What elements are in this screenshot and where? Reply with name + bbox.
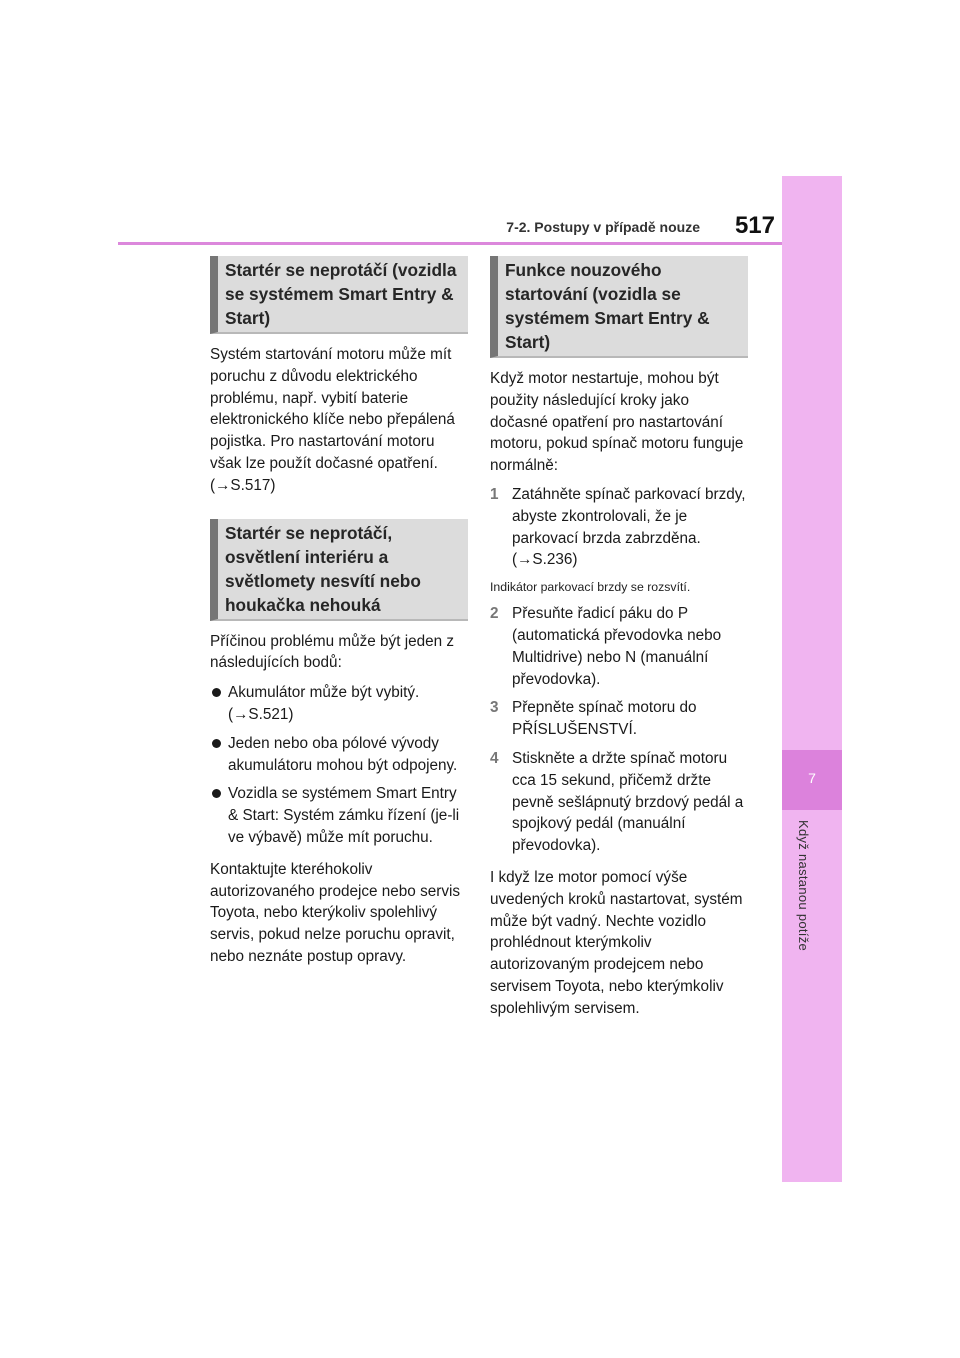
section-body: Systém startování motoru může mít poruchu z důvodu elektrického problému, např. vybití baterie elektronického klíče nebo přepálená pojistka. Pro nastartování motoru však lze použít dočasné opatření. (→S.517) bbox=[210, 346, 455, 494]
step-list bbox=[490, 603, 748, 857]
step-number: 2 bbox=[490, 605, 499, 623]
right-column bbox=[490, 256, 748, 1020]
list-item: Vozidla se systémem Smart Entry & Start: Systém zámku řízení (je-li ve výbavě) může mít poruchu. bbox=[210, 783, 468, 848]
header-divider bbox=[118, 242, 782, 245]
section-outro: Kontaktujte kteréhokoliv autorizovaného prodejce nebo servis Toyota, nebo kterýkoliv spolehlivý servis, pokud nelze poruchu opravit, nebo neznáte postup opravy. bbox=[210, 860, 461, 965]
step-item: 4 Stiskněte a držte spínač motoru cca 15 sekund, přičemž držte pevně sešlápnutý brzdový pedál a spojkový pedál (manuální převodovka). bbox=[490, 749, 744, 855]
bullet-icon bbox=[212, 739, 221, 748]
section-intro: Když motor nestartuje, mohou být použity následující kroky jako dočasné opatření pro nastartování motoru, pokud spínač motoru funguje normálně: bbox=[490, 370, 744, 475]
step-number: 4 bbox=[490, 749, 499, 767]
chapter-side-tab bbox=[782, 176, 842, 1182]
step-number: 1 bbox=[490, 485, 499, 503]
list-item: Jeden nebo oba pólové vývody akumulátoru mohou být odpojeny. bbox=[210, 733, 468, 777]
chapter-number: 7 bbox=[808, 770, 816, 786]
section-heading-starter-no-crank: Startér se neprotáčí (vozidla se systémem Smart Entry & Start) bbox=[210, 256, 468, 334]
step-item: 3 Přepněte spínač motoru do PŘÍSLUŠENSTVÍ. bbox=[490, 699, 697, 739]
chapter-title: 7-2. Postupy v případě nouze bbox=[506, 219, 700, 235]
section-heading-no-lights: Startér se neprotáčí, osvětlení interiéru a světlomety nesvítí nebo houkačka nehouká bbox=[210, 519, 468, 621]
bullet-icon bbox=[212, 688, 221, 697]
left-column bbox=[210, 256, 468, 968]
section-intro: Příčinou problému může být jeden z následujících bodů: bbox=[210, 632, 455, 672]
step-list bbox=[490, 484, 748, 571]
section-heading-emergency-start: Funkce nouzového startování (vozidla se systémem Smart Entry & Start) bbox=[490, 256, 748, 358]
step-item: 2 Přesuňte řadicí páku do P (automatická převodovka nebo Multidrive) nebo N (manuální převodovka). bbox=[490, 605, 722, 688]
list-item: Akumulátor může být vybitý. (→S.521) bbox=[210, 682, 468, 726]
cause-list bbox=[210, 682, 468, 849]
step-note: Indikátor parkovací brzdy se rozsvítí. bbox=[490, 580, 691, 595]
step-number: 3 bbox=[490, 699, 499, 717]
page-number: 517 bbox=[734, 212, 775, 239]
chapter-label: Když nastanou potíže bbox=[796, 820, 811, 952]
step-item: 1 Zatáhněte spínač parkovací brzdy, abyste zkontrolovali, že je parkovací brzda zabrzděna. (→S.236) bbox=[490, 485, 746, 569]
bullet-icon bbox=[212, 789, 221, 798]
section-outro: I když lze motor pomocí výše uvedených kroků nastartovat, systém může být vadný. Nechte vozidlo prohlédnout kterýmkoliv autorizovaným prodejcem nebo servisem Toyota, nebo kterýmkoliv spolehlivým servisem. bbox=[490, 868, 743, 1017]
